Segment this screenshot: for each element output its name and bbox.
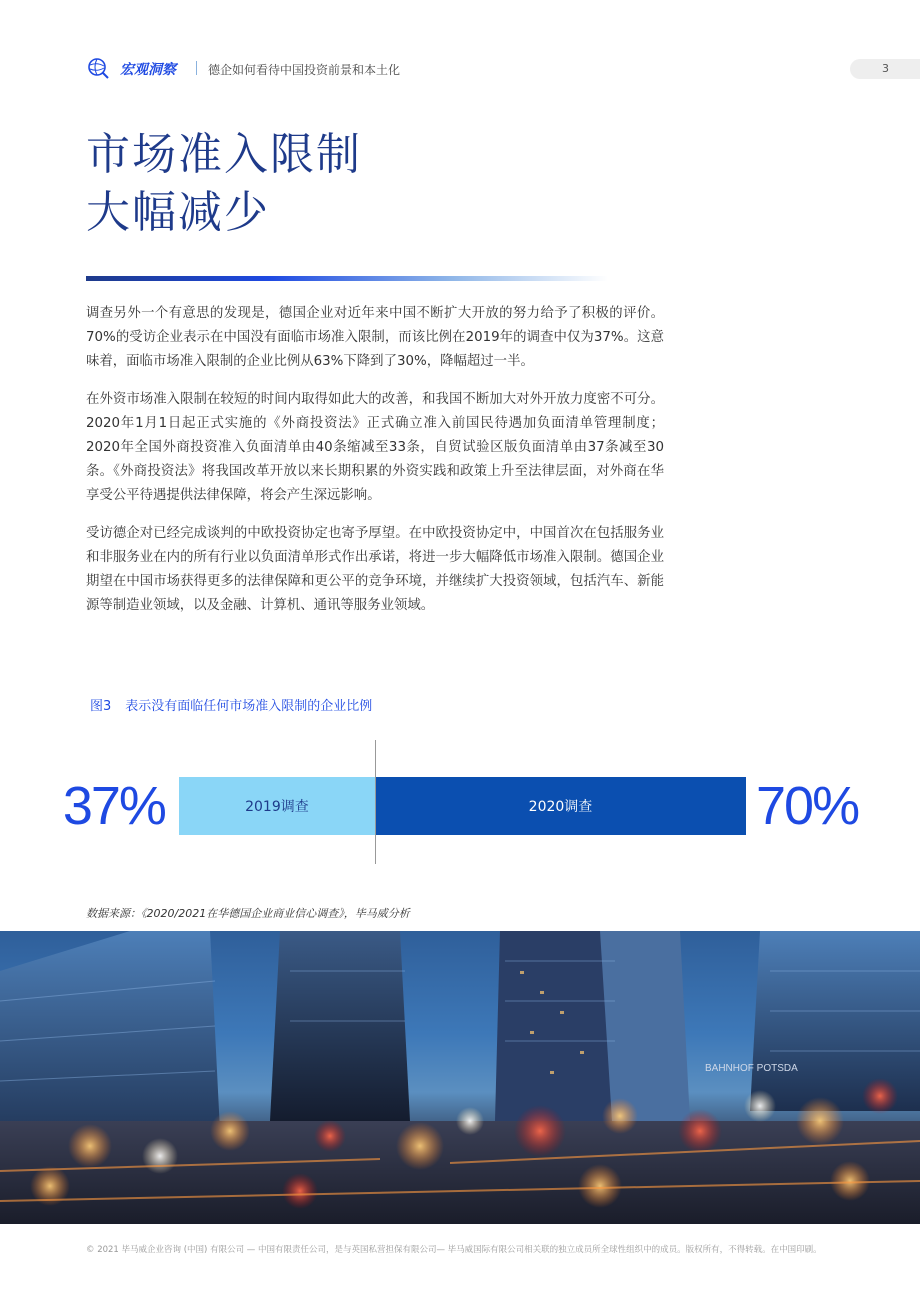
bar-label-2020: 2020调查 [528, 799, 593, 815]
city-photo-illustration [0, 931, 920, 1224]
figure-caption [90, 695, 386, 714]
paragraph: 受访德企对已经完成谈判的中欧投资协定也寄予厚望。在中欧投资协定中，中国首次在包括服务业和非服务业在内的所有行业以负面清单形式作出承诺，将进一步大幅降低市场准入限制。德国企业期望在中国市场获得更多的法律保障和更公平的竞争环境，并继续扩大投资领域，包括汽车、新能源等制造业领域，以及金融、计算机、通讯等服务业领域。 [86, 526, 664, 613]
value-label-2020: 70% [756, 776, 859, 836]
page-number: 3 [882, 62, 889, 75]
paragraph: 调查另外一个有意思的发现是，德国企业对近年来中国不断扩大开放的努力给予了积极的评价。70%的受访企业表示在中国没有面临市场准入限制，而该比例在2019年的调查中仅为37%。这意味着，面临市场准入限制的企业比例从63%下降到了30%，降幅超过一半。 [86, 306, 664, 369]
page-title [86, 126, 362, 242]
copyright-footer: © 2021 毕马威企业咨询 (中国) 有限公司 — 中国有限责任公司，是与英国私营担保有限公司— 毕马威国际有限公司相关联的独立成员所全球性组织中的成员。版权所有，不得转载。在中国印刷。 [86, 1245, 822, 1255]
header-subtitle: 德企如何看待中国投资前景和本土化 [208, 63, 401, 77]
value-label-2019: 37% [62, 776, 165, 836]
title-line-2: 大幅减少 [86, 187, 270, 238]
title-line-1: 市场准入限制 [86, 129, 362, 180]
bar-label-2019: 2019调查 [245, 799, 309, 815]
page-header [86, 56, 920, 82]
title-underline [86, 276, 608, 281]
article-body [86, 302, 664, 632]
city-street-photo [0, 931, 920, 1224]
figure-title: 表示没有面临任何市场准入限制的企业比例 [125, 699, 373, 714]
paragraph: 在外资市场准入限制在较短的时间内取得如此大的改善，和我国不断加大对外开放力度密不可分。2020年1月1日起正式实施的《外商投资法》正式确立准入前国民待遇加负面清单管理制度；2020年全国外商投资准入负面清单由40条缩减至33条，自贸试验区版负面清单由37条减至30条。《外商投资法》将我国改革开放以来长期积累的外资实践和政策上升至法律层面，对外商在华享受公平待遇提供法律保障，将会产生深远影响。 [86, 392, 664, 503]
bar-chart [62, 740, 859, 864]
chart-center-axis [375, 740, 376, 864]
figure-label: 图3 [90, 699, 112, 714]
bar-2020 [375, 777, 746, 835]
brand-name: 宏观洞察 [120, 62, 176, 78]
bar-2019 [179, 777, 375, 835]
data-source: 数据来源：《2020/2021在华德国企业商业信心调查》，毕马威分析 [86, 907, 410, 920]
globe-magnifier-icon [86, 56, 110, 80]
header-divider [196, 61, 197, 75]
station-sign: BAHNHOF POTSDA [705, 1063, 798, 1074]
